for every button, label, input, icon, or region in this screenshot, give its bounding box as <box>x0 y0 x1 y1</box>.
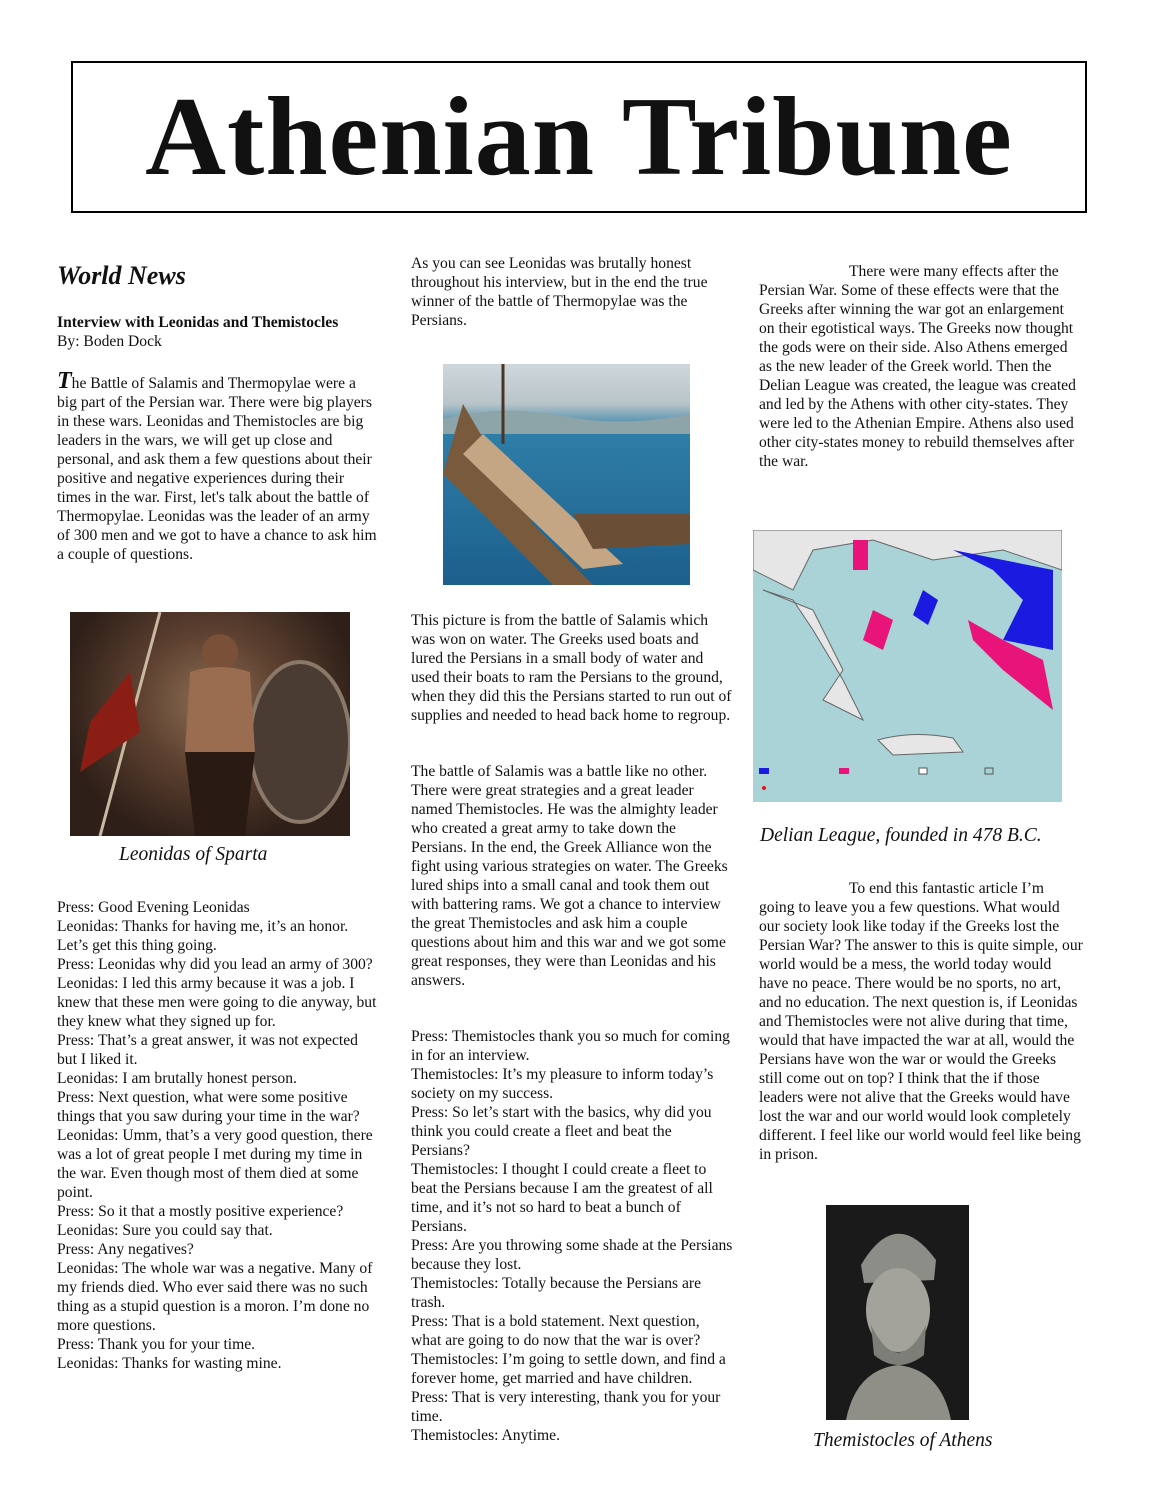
intro-paragraph <box>57 368 379 564</box>
salamis-image <box>443 364 690 585</box>
dialogue-line: Press: Themistocles thank you so much for coming in for an interview. <box>411 1028 730 1064</box>
paragraph <box>759 879 1083 1164</box>
masthead-title: Athenian Tribune <box>145 75 1013 199</box>
dialogue-line: Press: Thank you for your time. <box>57 1336 256 1353</box>
dialogue-line: Leonidas: I am brutally honest person. <box>57 1070 297 1087</box>
intro-text: he Battle of Salamis and Thermopylae were a big part of the Persian war. There were big players in these wars. Leonidas and Themistocles are big leaders in the wars, we will get up close and personal, and ask them a few questions about their positive and negative experiences during their times in the war. First, let's talk about the battle of Thermopylae. Leonidas was the leader of an army of 300 men and we got to have a chance to ask him a couple of questions. <box>57 375 377 563</box>
dialogue-line: Press: That is very interesting, thank you for your time. <box>411 1389 721 1425</box>
paragraph-text: There were many effects after the Persian War. Some of these effects were that the Greeks after winning the war got an enlargement on their egotistical ways. The Greeks now thought the gods were on their side. Also Athens emerged as the new leader of the Greek world. Then the Delian League was created, the league was created and led by the Athens with other city-states. They were led to the Athenian Empire. Athens also used other city-states money to rebuild themselves after the war. <box>759 263 1076 470</box>
dialogue-line: Themistocles: I’m going to settle down, and find a forever home, get married and have children. <box>411 1351 726 1387</box>
map-illustration <box>753 530 1062 802</box>
dialogue-line: Leonidas: Umm, that’s a very good question, there was a lot of great people I met during my time in the war. Even though most of them died at some point. <box>57 1127 373 1201</box>
dialogue-line: Leonidas: I led this army because it was a job. I knew that these men were going to die anyway, but they knew what they signed up for. <box>57 975 377 1030</box>
delian-league-map <box>753 530 1062 802</box>
drop-cap: T <box>57 368 72 394</box>
dialogue-line: Press: Good Evening Leonidas <box>57 899 250 916</box>
paragraph: The battle of Salamis was a battle like no other. There were great strategies and a great leader named Themistocles. He was the almighty leader who created a great army to take down the Persians. In the end, the Greek Alliance won the fight using various strategies on water. The Greeks lured ships into a small canal and took them out with battering rams. We got a chance to interview the great Themistocles and ask him a couple questions about him and this war and we got some great responses, they were than Leonidas and his answers. <box>411 763 728 989</box>
dialogue-line: Press: So it that a mostly positive experience? <box>57 1203 344 1220</box>
dialogue-line: Press: That is a bold statement. Next question, what are going to do now that the war is over? <box>411 1313 701 1349</box>
paragraph <box>759 262 1083 471</box>
dialogue-line: Press: That’s a great answer, it was not expected but I liked it. <box>57 1032 358 1068</box>
paragraph: This picture is from the battle of Salamis which was won on water. The Greeks used boats and lured the Persians in a small body of water and used their boats to ram the Persians to the ground, when they did this the Persians started to run out of supplies and needed to head back home to regroup. <box>411 612 732 724</box>
dialogue-line: Press: Any negatives? <box>57 1241 194 1258</box>
bust-illustration <box>826 1205 969 1420</box>
dialogue-line: Themistocles: Totally because the Persians are trash. <box>411 1275 702 1311</box>
leonidas-caption: Leonidas of Sparta <box>119 844 268 865</box>
themistocles-bust-image <box>826 1205 969 1420</box>
dialogue-line: Press: Leonidas why did you lead an army of 300? <box>57 956 373 973</box>
headline: Interview with Leonidas and Themistocles <box>57 314 339 331</box>
dialogue-line: Leonidas: Thanks for wasting mine. <box>57 1355 282 1372</box>
dialogue-line: Press: Next question, what were some positive things that you saw during your time in the war? <box>57 1089 360 1125</box>
leonidas-interview <box>57 898 379 1373</box>
article-header <box>57 313 379 351</box>
salamis-illustration <box>443 364 690 585</box>
dialogue-line: Themistocles: Anytime. <box>411 1427 560 1444</box>
dialogue-line: Press: Are you throwing some shade at the Persians because they lost. <box>411 1237 733 1273</box>
map-caption: Delian League, founded in 478 B.C. <box>760 825 1042 846</box>
dialogue-line: Leonidas: Sure you could say that. <box>57 1222 273 1239</box>
dialogue-line: Press: So let’s start with the basics, why did you think you could create a fleet and beat the Persians? <box>411 1104 712 1159</box>
dialogue-line: Leonidas: Thanks for having me, it’s an honor. Let’s get this thing going. <box>57 918 349 954</box>
masthead-box <box>71 61 1087 213</box>
byline: By: Boden Dock <box>57 333 162 350</box>
dialogue-line: Themistocles: It’s my pleasure to inform today’s society on my success. <box>411 1066 714 1102</box>
bust-caption: Themistocles of Athens <box>813 1430 993 1451</box>
themistocles-interview <box>411 1027 733 1445</box>
dialogue-line: Themistocles: I thought I could create a fleet to beat the Persians because I am the greatest of all time, and it’s not so hard to beat a bunch of Persians. <box>411 1161 713 1235</box>
leonidas-illustration <box>70 612 350 836</box>
section-heading: World News <box>57 261 186 290</box>
paragraph-text: To end this fantastic article I’m going to leave you a few questions. What would our society look like today if the Greeks lost the Persian War? The answer to this is quite simple, our world would be a mess, the world today would have no peace. There would be no sports, no art, and no education. The next question is, if Leonidas and Themistocles were not alive during that time, would that have impacted the war at all, would the Persians have won the war or would the Greeks still come out on top? I think that the if those leaders were not alive that the Greeks would have lost the war and our world would look completely different. I feel like our world would feel like being in prison. <box>759 880 1083 1163</box>
leonidas-image <box>70 612 350 836</box>
paragraph: As you can see Leonidas was brutally honest throughout his interview, but in the end the true winner of the battle of Thermopylae was the Persians. <box>411 255 708 329</box>
dialogue-line: Leonidas: The whole war was a negative. Many of my friends died. Who ever said there was no such thing as a stupid question is a moron. I’m done no more questions. <box>57 1260 373 1334</box>
